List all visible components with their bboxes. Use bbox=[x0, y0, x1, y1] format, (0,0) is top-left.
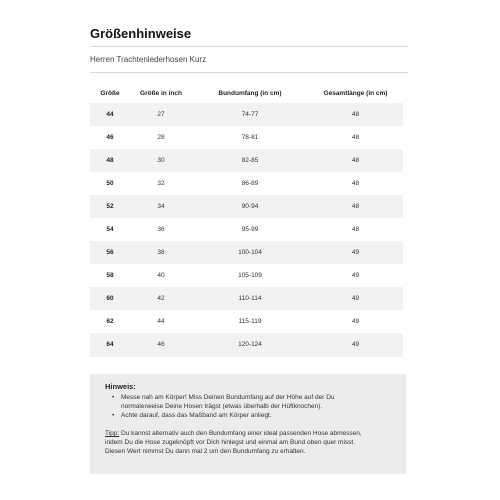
column-header-length: Gesamtlänge (in cm) bbox=[323, 89, 388, 97]
cell-size: 58 bbox=[90, 264, 130, 287]
hint-box bbox=[90, 374, 406, 474]
size-table-header-row bbox=[90, 83, 403, 103]
cell-size: 50 bbox=[90, 172, 130, 195]
cell-length: 48 bbox=[308, 172, 403, 195]
hint-list bbox=[105, 393, 396, 420]
size-table-row bbox=[90, 264, 403, 287]
cell-size-inch: 28 bbox=[130, 126, 192, 149]
page-title: Größenhinweise bbox=[90, 26, 192, 41]
size-table-row bbox=[90, 195, 403, 218]
title-divider bbox=[90, 46, 408, 47]
cell-waist: 115-119 bbox=[192, 310, 308, 333]
cell-size: 56 bbox=[90, 241, 130, 264]
hint-bullet-item bbox=[112, 393, 396, 411]
cell-length: 48 bbox=[308, 103, 403, 126]
hint-text-line: Achte darauf, dass das Maßband am Körper anliegt. bbox=[121, 412, 272, 419]
cell-length: 48 bbox=[308, 195, 403, 218]
size-table-row bbox=[90, 149, 403, 172]
cell-waist: 86-89 bbox=[192, 172, 308, 195]
size-table-row bbox=[90, 241, 403, 264]
cell-size: 44 bbox=[90, 103, 130, 126]
cell-length: 49 bbox=[308, 241, 403, 264]
subtitle-divider bbox=[90, 72, 408, 73]
size-table-row bbox=[90, 310, 403, 333]
cell-length: 48 bbox=[308, 126, 403, 149]
cell-size: 60 bbox=[90, 287, 130, 310]
cell-size-inch: 27 bbox=[130, 103, 192, 126]
tip-text-line: Diesen Wert nimmst Du dann mal 2 um den Bundumfang zu erhalten. bbox=[105, 448, 306, 455]
bullet-icon: • bbox=[112, 412, 115, 419]
cell-size: 54 bbox=[90, 218, 130, 241]
hint-text-line: Messe nah am Körper! Miss Deinen Bundumfang auf der Höhe auf der Du bbox=[121, 394, 335, 401]
tip-paragraph bbox=[105, 429, 396, 456]
size-table-row bbox=[90, 218, 403, 241]
hint-bullet-item bbox=[112, 411, 396, 420]
column-header-waist: Bundumfang (in cm) bbox=[218, 89, 282, 97]
tip-text-line: indem Du die Hose zugeknöpft vor Dich hinlegst und einmal am Bund oben quer misst. bbox=[105, 439, 356, 446]
cell-size-inch: 40 bbox=[130, 264, 192, 287]
cell-length: 49 bbox=[308, 287, 403, 310]
size-table-row bbox=[90, 287, 403, 310]
cell-size-inch: 38 bbox=[130, 241, 192, 264]
cell-waist: 74-77 bbox=[192, 103, 308, 126]
tip-label: Tipp: bbox=[105, 430, 120, 437]
cell-size-inch: 36 bbox=[130, 218, 192, 241]
cell-length: 48 bbox=[308, 149, 403, 172]
cell-size: 48 bbox=[90, 149, 130, 172]
cell-size-inch: 42 bbox=[130, 287, 192, 310]
size-table-row bbox=[90, 103, 403, 126]
cell-waist: 95-99 bbox=[192, 218, 308, 241]
size-table-row bbox=[90, 172, 403, 195]
size-table-row bbox=[90, 126, 403, 149]
cell-size-inch: 32 bbox=[130, 172, 192, 195]
size-table bbox=[90, 83, 403, 357]
cell-waist: 100-104 bbox=[192, 241, 308, 264]
cell-size-inch: 46 bbox=[130, 333, 192, 356]
hint-text-line: normalerweise Deine Hosen trägst (etwas überhalb der Hüftknochen). bbox=[121, 403, 323, 410]
cell-length: 49 bbox=[308, 333, 403, 356]
cell-length: 49 bbox=[308, 264, 403, 287]
column-header-size-inch: Größe in inch bbox=[140, 89, 182, 97]
cell-size: 52 bbox=[90, 195, 130, 218]
hint-heading: Hinweis: bbox=[105, 382, 136, 391]
product-subtitle: Herren Trachtenlederhosen Kurz bbox=[90, 55, 207, 64]
cell-waist: 105-109 bbox=[192, 264, 308, 287]
cell-waist: 120-124 bbox=[192, 333, 308, 356]
tip-text-line: Du kannst alternativ auch den Bundumfang einer ideal passenden Hose abmessen, bbox=[119, 430, 362, 437]
cell-waist: 90-94 bbox=[192, 195, 308, 218]
cell-size: 62 bbox=[90, 310, 130, 333]
size-table-row bbox=[90, 333, 403, 356]
cell-size: 46 bbox=[90, 126, 130, 149]
bullet-icon: • bbox=[112, 394, 115, 401]
cell-length: 48 bbox=[308, 218, 403, 241]
cell-size-inch: 34 bbox=[130, 195, 192, 218]
cell-waist: 78-81 bbox=[192, 126, 308, 149]
cell-waist: 82-85 bbox=[192, 149, 308, 172]
cell-size-inch: 44 bbox=[130, 310, 192, 333]
cell-size-inch: 30 bbox=[130, 149, 192, 172]
cell-size: 64 bbox=[90, 333, 130, 356]
cell-waist: 110-114 bbox=[192, 287, 308, 310]
cell-length: 49 bbox=[308, 310, 403, 333]
column-header-size: Größe bbox=[100, 89, 120, 97]
